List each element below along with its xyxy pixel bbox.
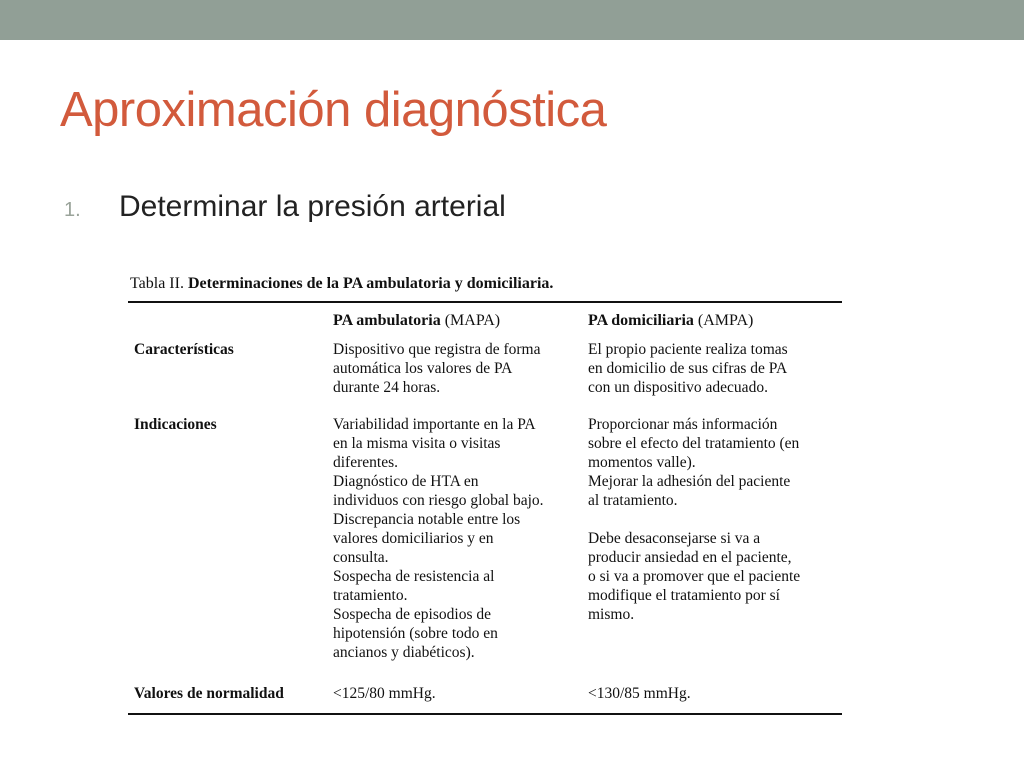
cell-line: producir ansiedad en el paciente, bbox=[588, 549, 792, 566]
cell-line: con un dispositivo adecuado. bbox=[588, 379, 768, 396]
header-ampa bbox=[588, 303, 842, 340]
cell-line: diferentes. bbox=[333, 454, 398, 471]
cell-caracteristicas-mapa bbox=[333, 340, 588, 415]
row-label-indicaciones: Indicaciones bbox=[134, 416, 217, 433]
top-accent-bar bbox=[0, 0, 1024, 40]
cell-valores-ampa: <130/85 mmHg. bbox=[588, 685, 691, 702]
cell-line: consulta. bbox=[333, 549, 389, 566]
cell-line: hipotensión (sobre todo en bbox=[333, 625, 498, 642]
header-empty bbox=[128, 303, 333, 340]
cell-valores-mapa: <125/80 mmHg. bbox=[333, 685, 436, 702]
cell-line: momentos valle). bbox=[588, 454, 696, 471]
cell-line: individuos con riesgo global bajo. bbox=[333, 492, 544, 509]
bullet-text: Determinar la presión arterial bbox=[119, 190, 506, 223]
header-mapa-bold: PA ambulatoria bbox=[333, 312, 441, 329]
table-row-valores bbox=[128, 684, 842, 713]
cell-line: Dispositivo que registra de forma bbox=[333, 341, 541, 358]
header-ampa-abbr: (AMPA) bbox=[693, 312, 754, 329]
cell-line: sobre el efecto del tratamiento (en bbox=[588, 435, 800, 452]
row-label-caracteristicas: Características bbox=[134, 341, 234, 358]
cell-line: Sospecha de episodios de bbox=[333, 606, 491, 623]
table-row-caracteristicas bbox=[128, 340, 842, 415]
cell-line: El propio paciente realiza tomas bbox=[588, 341, 788, 358]
cell-line: Diagnóstico de HTA en bbox=[333, 473, 479, 490]
cell-line: automática los valores de PA bbox=[333, 360, 513, 377]
cell-line: en domicilio de sus cifras de PA bbox=[588, 360, 788, 377]
table-bottom-rule bbox=[128, 713, 842, 715]
table-header-row bbox=[128, 303, 842, 340]
cell-line: Debe desaconsejarse si va a bbox=[588, 530, 761, 547]
cell-line: Discrepancia notable entre los bbox=[333, 511, 521, 528]
header-mapa bbox=[333, 303, 588, 340]
bullet-item bbox=[64, 190, 506, 224]
cell-line: Variabilidad importante en la PA bbox=[333, 416, 536, 433]
cell-line: Proporcionar más información bbox=[588, 416, 778, 433]
caption-prefix: Tabla II. bbox=[130, 275, 184, 292]
cell-line: Mejorar la adhesión del paciente bbox=[588, 473, 791, 490]
cell-line: tratamiento. bbox=[333, 587, 408, 604]
caption-title: Determinaciones de la PA ambulatoria y domiciliaria. bbox=[187, 275, 554, 292]
slide-title: Aproximación diagnóstica bbox=[60, 83, 607, 137]
table-caption bbox=[130, 275, 842, 293]
cell-line: o si va a promover que el paciente bbox=[588, 568, 801, 585]
cell-line: durante 24 horas. bbox=[333, 379, 441, 396]
row-label-valores: Valores de normalidad bbox=[134, 685, 284, 702]
cell-line: mismo. bbox=[588, 606, 635, 623]
cell-line: ancianos y diabéticos). bbox=[333, 644, 475, 661]
cell-gap bbox=[588, 510, 842, 529]
cell-indicaciones-mapa bbox=[333, 415, 588, 684]
cell-indicaciones-ampa bbox=[588, 415, 842, 684]
comparison-table-figure bbox=[128, 275, 842, 715]
comparison-table bbox=[128, 303, 842, 713]
bullet-number: 1. bbox=[64, 199, 81, 221]
cell-line: en la misma visita o visitas bbox=[333, 435, 501, 452]
cell-line: modifique el tratamiento por sí bbox=[588, 587, 780, 604]
cell-caracteristicas-ampa bbox=[588, 340, 842, 415]
header-ampa-bold: PA domiciliaria bbox=[588, 312, 694, 329]
table-row-indicaciones bbox=[128, 415, 842, 684]
cell-line: Sospecha de resistencia al bbox=[333, 568, 495, 585]
cell-line: al tratamiento. bbox=[588, 492, 678, 509]
header-mapa-abbr: (MAPA) bbox=[440, 312, 501, 329]
cell-line: valores domiciliarios y en bbox=[333, 530, 494, 547]
